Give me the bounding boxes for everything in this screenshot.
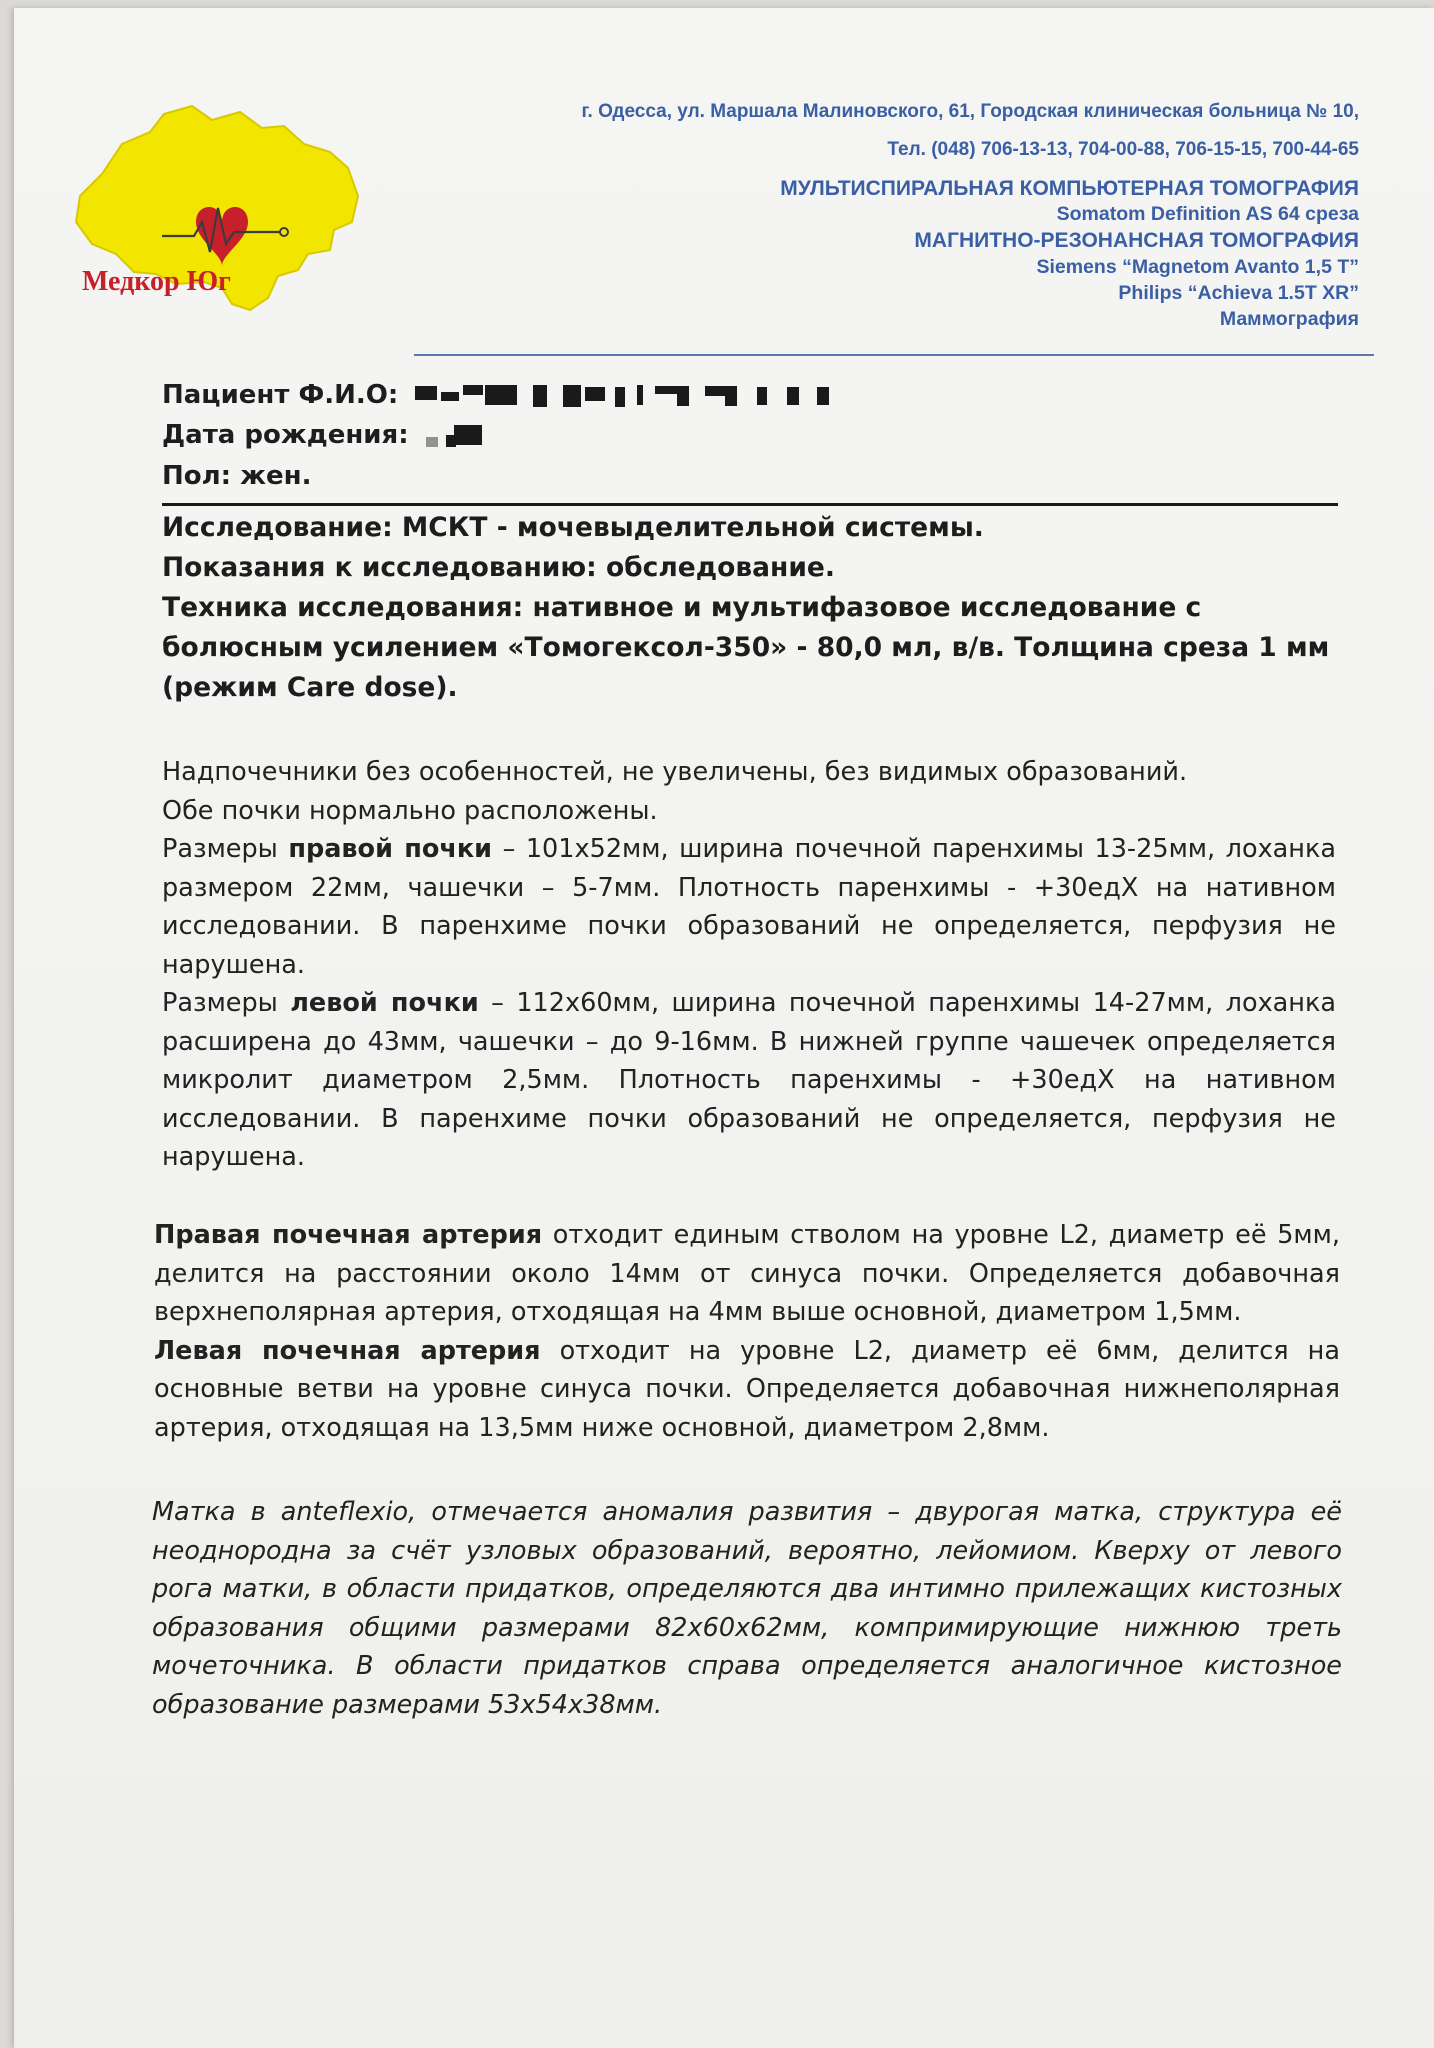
service-mskt: МУЛЬТИСПИРАЛЬНАЯ КОМПЬЮТЕРНАЯ ТОМОГРАФИЯ	[780, 177, 1359, 200]
left-kidney-label: левой почки	[290, 988, 479, 1018]
study-indications: Показания к исследованию: обследование.	[162, 552, 835, 583]
equipment-siemens: Siemens “Magnetom Avanto 1,5 T”	[1036, 256, 1359, 278]
patient-name-label: Пациент Ф.И.О:	[162, 380, 399, 410]
left-artery-text: отходит на уровне L2, диаметр её 6мм, делится на основные ветви на уровне синуса почки. Определяется добавочная нижнеполярная артерия, отходящая на 13,5мм ниже основной, диаметром 2,8мм.	[154, 1335, 1340, 1443]
right-kidney-label: правой почки	[288, 834, 493, 864]
kidneys-position-text: Обе почки нормально расположены.	[162, 795, 658, 826]
right-kidney-paragraph	[162, 830, 1336, 984]
patient-divider	[162, 503, 1338, 506]
redacted-patient-dob	[424, 423, 494, 449]
service-mrt: МАГНИТНО-РЕЗОНАНСНАЯ ТОМОГРАФИЯ	[914, 229, 1359, 252]
right-artery-label: Правая почечная артерия	[154, 1220, 543, 1250]
report-sheet	[14, 8, 1434, 2048]
left-kidney-paragraph	[162, 984, 1336, 1177]
right-artery-paragraph	[154, 1216, 1340, 1332]
service-mammography: Маммография	[1219, 308, 1359, 330]
left-kidney-text: – 112х60мм, ширина почечной паренхимы 14-27мм, лоханка расширена до 43мм, чашечки – до 9-16мм. В нижней группе чашечек определяется микролит диаметром 2,5мм. Плотность паренхимы - +30едХ на нативном исследовании. В паренхиме почки образований не определяется, перфузия не нарушена.	[162, 988, 1336, 1172]
study-block	[162, 508, 1336, 708]
patient-name-line	[162, 380, 845, 410]
patient-dob-label: Дата рождения:	[162, 420, 409, 450]
clinic-name: Медкор Юг	[82, 266, 231, 297]
clinic-phones: Тел. (048) 706-13-13, 704-00-88, 706-15-15, 700-44-65	[887, 139, 1359, 160]
kidney-findings	[162, 753, 1336, 1177]
redacted-patient-name	[415, 383, 845, 409]
ukraine-map-heart-logo-icon	[72, 104, 372, 314]
right-kidney-text: – 101х52мм, ширина почечной паренхимы 13-25мм, лоханка размером 22мм, чашечки – 5-7мм. Плотность паренхимы - +30едХ на нативном исследовании. В паренхиме почки образований не определяется, перфузия не нарушена.	[162, 834, 1336, 980]
patient-sex: Пол: жен.	[162, 461, 312, 491]
right-artery-text: отходит единым стволом на уровне L2, диаметр её 5мм, делится на расстоянии около 14мм от синуса почки. Определяется добавочная верхнеполярная артерия, отходящая на 4мм выше основной, диаметром 1,5мм.	[154, 1220, 1341, 1327]
patient-dob-line	[162, 420, 494, 450]
equipment-philips: Philips “Achieva 1.5T XR”	[1118, 282, 1359, 304]
right-kidney-prefix: Размеры	[162, 834, 289, 864]
study-type: Исследование: МСКТ - мочевыделительной системы.	[162, 512, 984, 543]
study-technique: Техника исследования: нативное и мультифазовое исследование с болюсным усилением «Томогексол-350» - 80,0 мл, в/в. Толщина среза 1 мм (режим Care dose).	[162, 592, 1330, 703]
clinic-address: г. Одесса, ул. Маршала Малиновского, 61, Городская клиническая больница № 10,	[581, 101, 1359, 122]
equipment-somatom: Somatom Definition AS 64 среза	[1056, 203, 1359, 225]
uterus-findings	[152, 1493, 1342, 1724]
uterus-text: Матка в anteflexio, отмечается аномалия развития – двурогая матка, структура её неоднородна за счёт узловых образований, вероятно, лейомиом. Кверху от левого рога матки, в области придатков, определяются два интимно прилежащих кистозных образования общими размерами 82х60х62мм, компримирующие нижнюю треть мочеточника. В области придатков справа определяется аналогичное кистозное образование размерами 53х54х38мм.	[152, 1497, 1342, 1720]
renal-arteries-findings	[154, 1216, 1340, 1447]
left-kidney-prefix: Размеры	[162, 988, 291, 1018]
left-artery-paragraph	[154, 1332, 1340, 1448]
clinic-logo	[72, 104, 372, 314]
adrenals-text: Надпочечники без особенностей, не увеличены, без видимых образований.	[162, 757, 1188, 787]
header-divider	[414, 354, 1374, 356]
left-artery-label: Левая почечная артерия	[154, 1335, 541, 1366]
